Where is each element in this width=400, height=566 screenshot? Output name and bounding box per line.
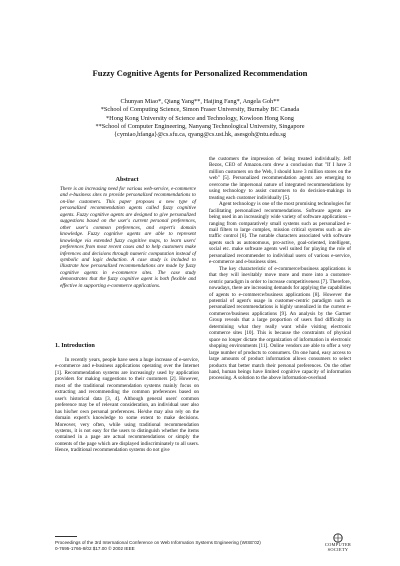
affiliation-2: *Hong Kong University of Science and Technology, Kowloon Hong Kong <box>106 114 294 122</box>
author-emails: {cymiao,hfanga}@cs.sfu.ca, qyang@cs.ust.hk, asesgoh@ntu.edu.sg <box>114 131 286 139</box>
logo-line-1: COMPUTER <box>324 542 352 547</box>
logo-line-2: SOCIETY <box>327 546 349 552</box>
affiliation-3: **School of Computer Engineering, Nanyang Technological University, Singapore <box>95 122 305 130</box>
footer-isbn-line: 0-7695-1766-8/02 $17.00 © 2002 IEEE <box>55 546 135 551</box>
abstract-text: There is an increasing need for various web-service, e-commerce and e-business sites to provide personalized recommendations to on-line customers. This paper proposes a new type of personalized recommendation agents called fuzzy cognitive agents. Fuzzy cognitive agents are designed to give personalized suggestions based on the user's current personal preferences, other user's common preferences, and expert's domain knowledge. Fuzzy cognitive agents are able to represent knowledge via extended fuzzy cognitive maps, to learn users' preferences from most recent cases and to help customers make inferences and decisions through numeric computation instead of symbolic and logic deduction. A case study is included to illustrate how personalized recommendations are made by fuzzy cognitive agents in e-commerce sites. The case study demonstrates that the fuzzy cognitive agent is both flexible and effective in supporting e-commerce applications. <box>60 186 196 289</box>
footer-divider <box>55 536 77 537</box>
affiliation-1: *School of Computing Science, Simon Fraser University, Burnaby BC Canada <box>100 106 300 114</box>
right-paragraph-2: Agent technology is one of the most promising technologies for facilitating personalized recommendations. Software agents are being used in an increasingly wide variety of software applications – ranging from comparatively small systems such as personalized e-mail filters to large complex, mission critical systems such as air-traffic control [6]. The notable characters associated with software agents such as autonomous, pro-active, goal-oriented, intelligent, social etc. make software agents well suited for playing the role of personalized recommender to individual users of various e-service, e-commerce and e-business sites. <box>209 201 351 266</box>
right-paragraph-3: The key characteristic of e-commerce/business applications is that they will inevitably move more and more into a customer-centric paradigm in order to increase competitiveness [7]. Therefore, nowadays, there are increasing demands for applying the capabilities of agents to e-commerce/business applications [8]. However the potential of agent's usage in customer-centric paradigm such as personalized recommendations is highly unrealized in the current e-commerce/business applications [9]. An analysis by the Gartner Group reveals that a large proportion of users find difficulty in determining what they really want while visiting electronic commerce sites [10]. This is because the constraints of physical space no longer dictate the organization of information in electronic shopping environments [11]. Online vendors are able to offer a very large number of products to consumers. On one hand, easy access to large amounts of product information allows consumers to select products that better match their personal preferences. On the other hand, human beings have limited cognitive capacity of information processing. A solution to the above information-overload <box>209 265 351 382</box>
abstract-heading: Abstract <box>115 176 139 183</box>
paper-title: Fuzzy Cognitive Agents for Personalized Recommendation <box>92 68 308 78</box>
introduction-body <box>55 357 199 454</box>
logo-wordmark <box>318 543 358 553</box>
footer-proceedings-line: Proceedings of the 3rd International Conference on Web Information Systems Engineering (WISE'02) <box>55 540 261 545</box>
proceedings-footer <box>55 540 261 552</box>
introduction-heading: 1. Introduction <box>55 342 95 349</box>
introduction-paragraph: In recently years, people have seen a huge increase of e-service, e-commerce and e-business applications operating over the Internet [1]. Recommendation systems are increasingly used by application providers for making suggestions to their customers [2]. However, most of the traditional recommendation systems mainly focus on extracting and recommending the common preferences based on user's historical data [3, 4]. Although general users' common preference may be of relevant consideration, an individual user also has his/her own personal preferences. He/she may also rely on the domain expert's knowledge to some extent to make decisions. Moreover, very often, while using traditional recommendation systems, it is not easy for the users to distinguish whether the items contained in a page are actual recommendations or simply the contents of the page which are displayed indiscriminately to all users. Hence, traditional recommendation systems do not give <box>55 357 199 454</box>
right-column <box>209 156 351 382</box>
author-names: Chunyan Miao*, Qiang Yang**, Haijing Fang*, Angela Goh** <box>120 98 280 105</box>
computer-society-logo <box>318 533 358 557</box>
author-block <box>0 98 400 139</box>
right-paragraph-1: the customers the impression of being treated individually. Jeff Bezos, CEO of Amazon.com drew a conclusion that "If I have 3 million customers on the Web, I should have 3 million stores on the web" [5]. Personalized recommendation agents are emerging to overcome the impersonal nature of integrated recommendations by using technology to assist customers to do decision-makings in treating each customer individually [5]. <box>209 156 351 201</box>
